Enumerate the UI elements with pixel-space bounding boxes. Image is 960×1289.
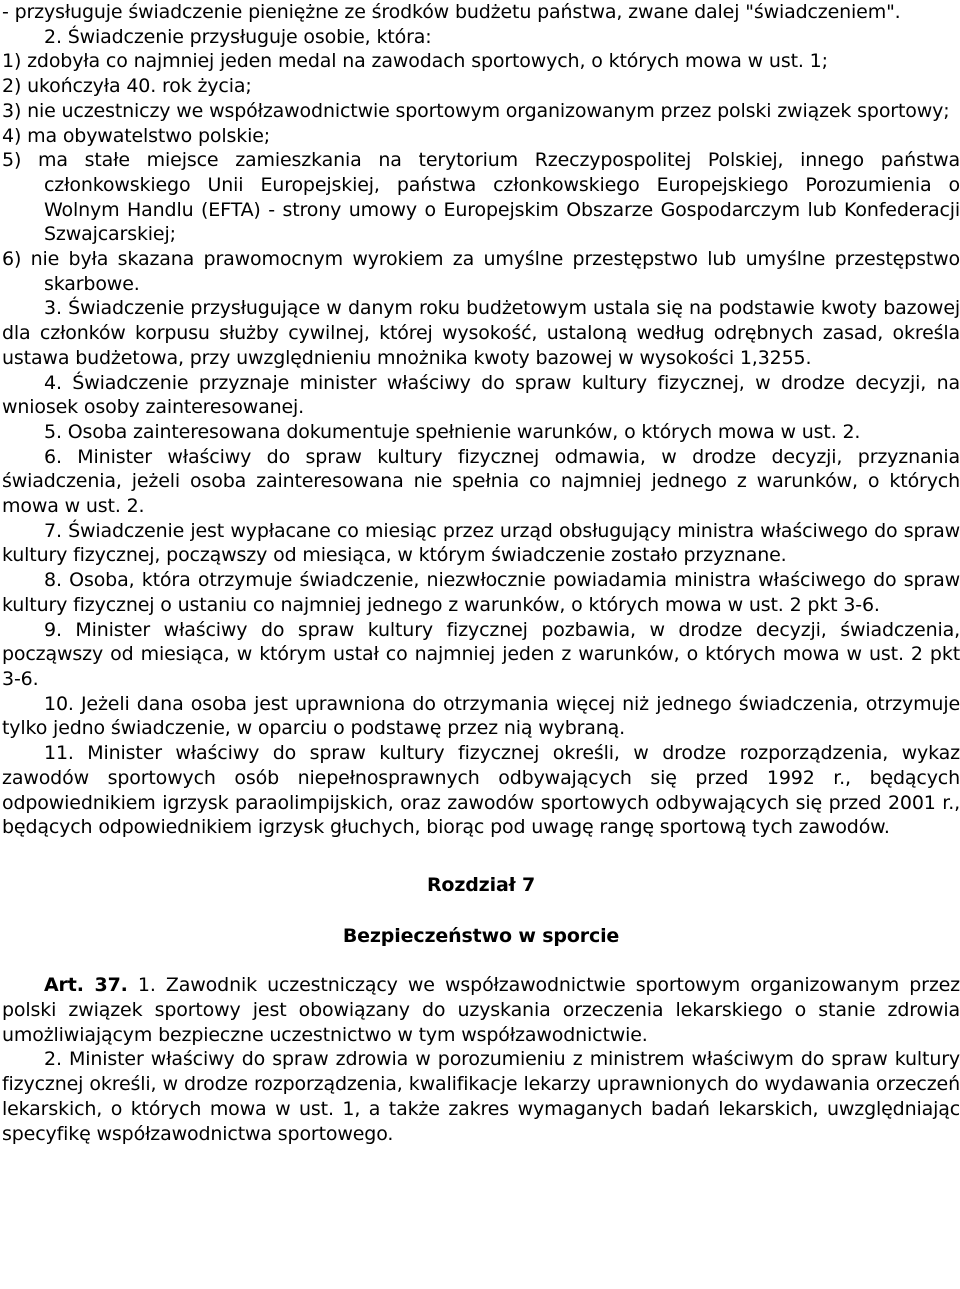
art37-ust1-text: 1. Zawodnik uczestniczący we współzawodnictwie sportowym organizowanym przez polski związek sportowy jest obowiązany do uzyskania orzeczenia lekarskiego o stanie zdrowia umożliwiającym bezpieczne uczestnictwo w tym współzawodnictwie. [2,974,960,1046]
paragraph-ust6: 6. Minister właściwy do spraw kultury fizycznej odmawia, w drodze decyzji, przyznania świadczenia, jeżeli osoba zainteresowana nie spełnia co najmniej jednego z warunków, o których mowa w ust. 2. [2,445,960,518]
paragraph-ust11: 11. Minister właściwy do spraw kultury fizycznej określi, w drodze rozporządzenia, wykaz zawodów sportowych osób niepełnosprawnych odbywających się przed 1992 r., będących odpowiednikiem igrzysk paraolimpijskich, oraz zawodów sportowych odbywających się przed 2001 r., będących odpowiednikiem igrzysk głuchych, biorąc pod uwagę rangę sportową tych zawodów. [2,742,960,839]
ust2-lead: 2. Świadczenie przysługuje osobie, która: [44,25,432,48]
chapter-title: Bezpieczeństwo w sporcie [342,924,620,947]
intro-line: - przysługuje świadczenie pieniężne ze środków budżetu państwa, zwane dalej "świadczeniem". [2,1,901,23]
ust2-point-6: 6) nie była skazana prawomocnym wyrokiem za umyślne przestępstwo lub umyślne przestępstwo skarbowe. [2,248,960,295]
paragraph-ust8: 8. Osoba, która otrzymuje świadczenie, niezwłocznie powiadamia ministra właściwego do spraw kultury fizycznej o ustaniu co najmniej jednego z warunków, o których mowa w ust. 2 pkt 3-6. [2,569,960,616]
ust2-point-4: 4) ma obywatelstwo polskie; [2,124,270,147]
article-label: Art. 37. [44,974,128,997]
ust2-point-1: 1) zdobyła co najmniej jeden medal na zawodach sportowych, o których mowa w ust. 1; [2,50,828,73]
paragraph-ust10: 10. Jeżeli dana osoba jest uprawniona do otrzymania więcej niż jednego świadczenia, otrzymuje tylko jedno świadczenie, w oparciu o podstawę przez nią wybraną. [2,692,960,740]
art37-ust2: 2. Minister właściwy do spraw zdrowia w porozumieniu z ministrem właściwym do spraw kultury fizycznej określi, w drodze rozporządzenia, kwalifikacje lekarzy uprawnionych do wydawania orzeczeń lekarskich, o których mowa w ust. 1, a także zakres wymaganych badań lekarskich, uwzględniając specyfikę współzawodnictwa sportowego. [2,1048,960,1145]
paragraph-ust4: 4. Świadczenie przyznaje minister właściwy do spraw kultury fizycznej, w drodze decyzji, na wniosek osoby zainteresowanej. [2,371,960,419]
paragraph-ust3: 3. Świadczenie przysługujące w danym roku budżetowym ustala się na podstawie kwoty bazowej dla członków korpusu służby cywilnej, której wysokość, ustaloną według odrębnych zasad, określa ustawa budżetowa, przy uwzględnieniu mnożnika kwoty bazowej w wysokości 1,3255. [2,297,960,369]
paragraph-ust7: 7. Świadczenie jest wypłacane co miesiąc przez urząd obsługujący ministra właściwego do spraw kultury fizycznej, począwszy od miesiąca, w którym świadczenie zostało przyznane. [2,519,960,567]
ust2-point-2: 2) ukończyła 40. rok życia; [2,75,252,98]
ust2-point-5: 5) ma stałe miejsce zamieszkania na terytorium Rzeczypospolitej Polskiej, innego państwa członkowskiego Unii Europejskiej, państwa członkowskiego Europejskiego Porozumienia o Wolnym Handlu (EFTA) - strony umowy o Europejskim Obszarze Gospodarczym lub Konfederacji Szwajcarskiej; [2,149,960,246]
paragraph-ust5: 5. Osoba zainteresowana dokumentuje spełnienie warunków, o których mowa w ust. 2. [44,420,861,443]
paragraph-ust9: 9. Minister właściwy do spraw kultury fizycznej pozbawia, w drodze decyzji, świadczenia, począwszy od miesiąca, w którym ustał co najmniej jeden z warunków, o których mowa w ust. 2 pkt 3-6. [2,618,960,690]
ust2-point-3: 3) nie uczestniczy we współzawodnictwie sportowym organizowanym przez polski związek sportowy; [2,99,950,122]
art37-ust1 [2,973,960,1047]
chapter-number: Rozdział 7 [426,873,536,896]
